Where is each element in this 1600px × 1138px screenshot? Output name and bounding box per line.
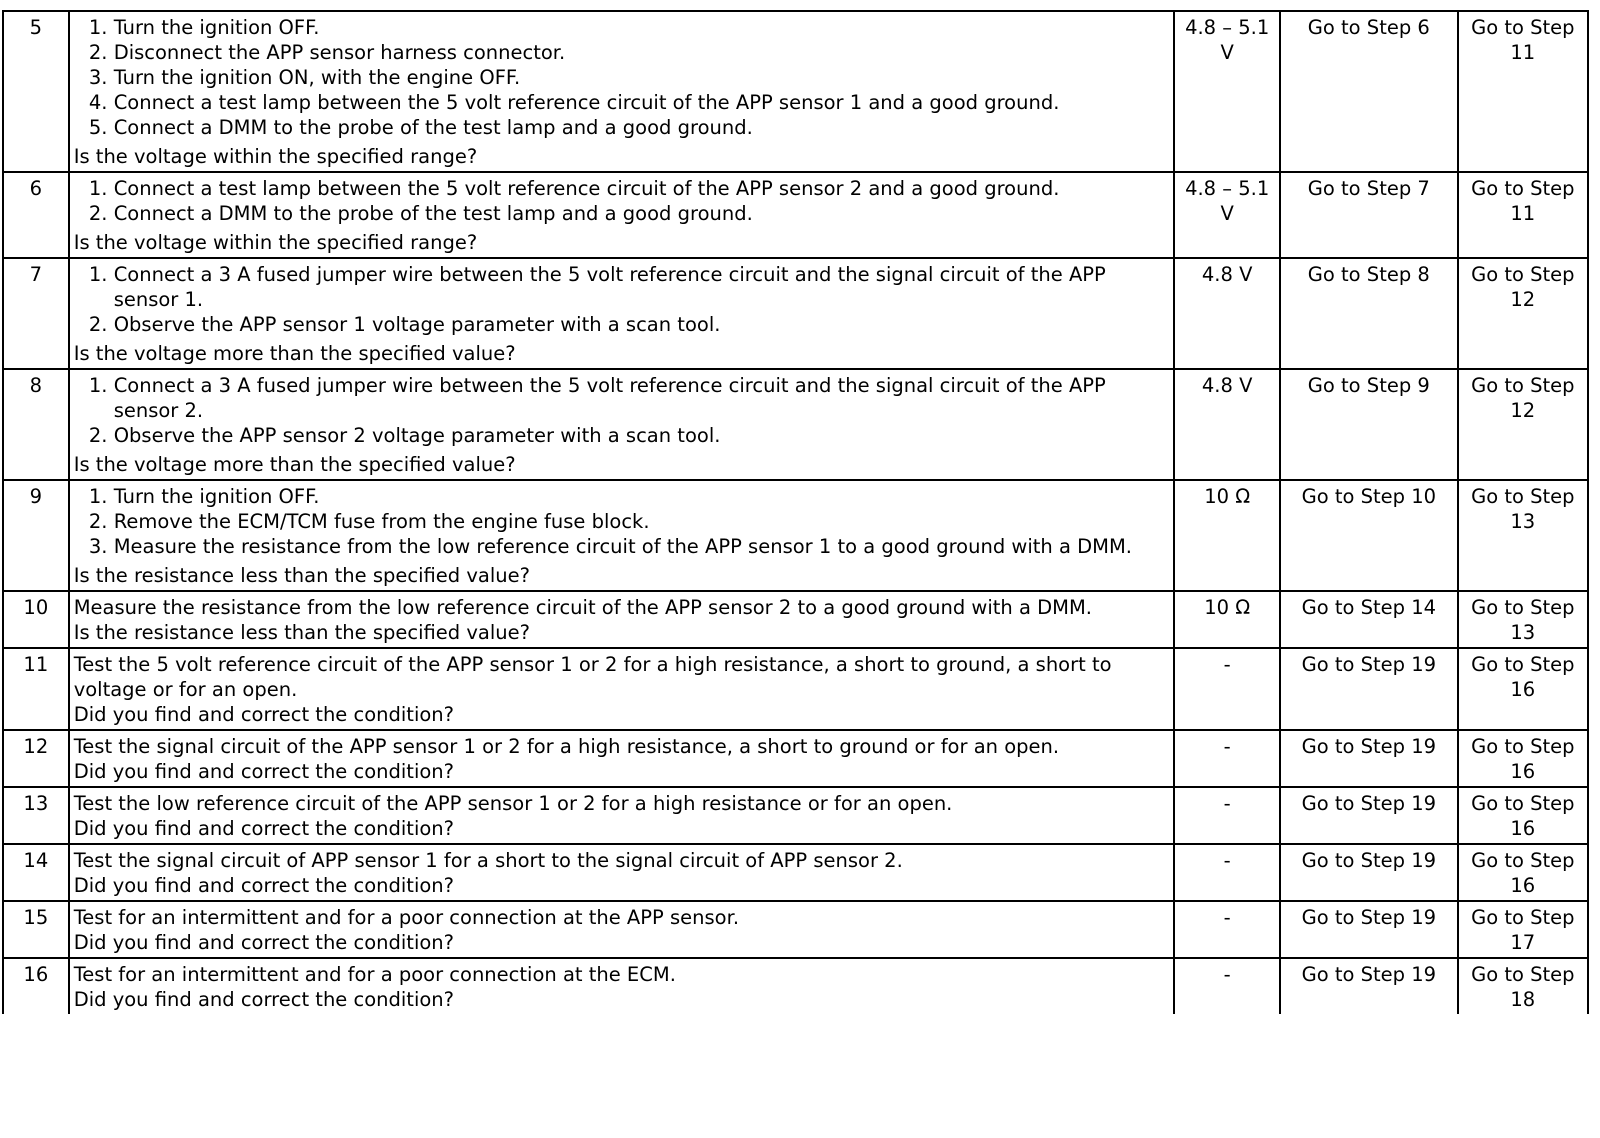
yes-action: Go to Step 9 — [1280, 369, 1458, 480]
step-question: Did you find and correct the condition? — [73, 988, 455, 1011]
no-action: Go to Step 12 — [1458, 369, 1588, 480]
substep-item: 3. Measure the resistance from the low reference circuit of the APP sensor 1 to a good ground with a DMM. — [114, 534, 1170, 559]
step-action — [69, 648, 1175, 730]
diagnostic-document — [2, 10, 1589, 1014]
step-instruction: Test for an intermittent and for a poor connection at the APP sensor. — [73, 906, 740, 929]
step-number: 9 — [3, 480, 69, 591]
substep-item: 1. Connect a 3 A fused jumper wire between the 5 volt reference circuit and the signal circuit of the APP sensor 2. — [114, 373, 1170, 423]
step-question: Did you find and correct the condition? — [73, 760, 455, 783]
table-row — [3, 844, 1588, 901]
spec-value: - — [1174, 958, 1280, 1014]
spec-value: - — [1174, 648, 1280, 730]
substep-list — [74, 373, 1170, 448]
step-question: Is the voltage more than the specified value? — [73, 342, 516, 365]
spec-value: - — [1174, 787, 1280, 844]
table-row — [3, 958, 1588, 1014]
step-question: Did you find and correct the condition? — [73, 931, 455, 954]
substep-item: 2. Observe the APP sensor 2 voltage parameter with a scan tool. — [114, 423, 1170, 448]
diagnostic-steps-table — [2, 10, 1589, 1014]
step-number: 6 — [3, 172, 69, 258]
yes-action: Go to Step 7 — [1280, 172, 1458, 258]
no-action: Go to Step 12 — [1458, 258, 1588, 369]
no-action: Go to Step 13 — [1458, 480, 1588, 591]
step-action — [69, 11, 1175, 172]
step-number: 5 — [3, 11, 69, 172]
table-row — [3, 480, 1588, 591]
step-question: Did you find and correct the condition? — [73, 817, 455, 840]
substep-item: 1. Turn the ignition OFF. — [114, 484, 1170, 509]
spec-value: - — [1174, 730, 1280, 787]
step-action — [69, 172, 1175, 258]
yes-action: Go to Step 19 — [1280, 958, 1458, 1014]
no-action: Go to Step 11 — [1458, 11, 1588, 172]
step-action — [69, 958, 1175, 1014]
step-number: 10 — [3, 591, 69, 648]
step-instruction: Test the signal circuit of the APP sensor 1 or 2 for a high resistance, a short to ground or for an open. — [73, 735, 1060, 758]
spec-value: 4.8 V — [1174, 369, 1280, 480]
step-number: 16 — [3, 958, 69, 1014]
step-instruction: Measure the resistance from the low reference circuit of the APP sensor 2 to a good ground with a DMM. — [73, 596, 1092, 619]
substep-item: 1. Connect a test lamp between the 5 volt reference circuit of the APP sensor 2 and a good ground. — [114, 176, 1170, 201]
spec-value: - — [1174, 844, 1280, 901]
step-action — [69, 730, 1175, 787]
step-number: 12 — [3, 730, 69, 787]
no-action: Go to Step 11 — [1458, 172, 1588, 258]
table-row — [3, 787, 1588, 844]
no-action: Go to Step 16 — [1458, 648, 1588, 730]
step-number: 15 — [3, 901, 69, 958]
step-instruction: Test the 5 volt reference circuit of the APP sensor 1 or 2 for a high resistance, a short to ground, a short to voltage or for an open. — [73, 653, 1112, 701]
no-action: Go to Step 16 — [1458, 844, 1588, 901]
substep-list — [74, 176, 1170, 226]
spec-value: 4.8 – 5.1 V — [1174, 172, 1280, 258]
yes-action: Go to Step 19 — [1280, 648, 1458, 730]
substep-item: 2. Remove the ECM/TCM fuse from the engine fuse block. — [114, 509, 1170, 534]
table-row — [3, 11, 1588, 172]
table-row — [3, 591, 1588, 648]
step-action — [69, 480, 1175, 591]
substep-item: 2. Connect a DMM to the probe of the test lamp and a good ground. — [114, 201, 1170, 226]
step-instruction: Test the signal circuit of APP sensor 1 for a short to the signal circuit of APP sensor 2. — [73, 849, 903, 872]
spec-value: 4.8 – 5.1 V — [1174, 11, 1280, 172]
yes-action: Go to Step 19 — [1280, 844, 1458, 901]
substep-item: 3. Turn the ignition ON, with the engine OFF. — [114, 65, 1170, 90]
table-row — [3, 258, 1588, 369]
table-row — [3, 369, 1588, 480]
yes-action: Go to Step 10 — [1280, 480, 1458, 591]
no-action: Go to Step 16 — [1458, 730, 1588, 787]
step-number: 11 — [3, 648, 69, 730]
step-number: 13 — [3, 787, 69, 844]
step-action — [69, 591, 1175, 648]
step-number: 8 — [3, 369, 69, 480]
step-question: Is the voltage more than the specified value? — [73, 453, 516, 476]
step-action — [69, 844, 1175, 901]
step-question: Did you find and correct the condition? — [73, 703, 455, 726]
step-question: Is the resistance less than the specified value? — [73, 621, 530, 644]
substep-list — [74, 484, 1170, 559]
substep-item: 5. Connect a DMM to the probe of the test lamp and a good ground. — [114, 115, 1170, 140]
table-row — [3, 901, 1588, 958]
yes-action: Go to Step 8 — [1280, 258, 1458, 369]
substep-list — [74, 15, 1170, 140]
step-question: Is the voltage within the specified range? — [73, 231, 478, 254]
substep-item: 2. Disconnect the APP sensor harness connector. — [114, 40, 1170, 65]
substep-item: 4. Connect a test lamp between the 5 volt reference circuit of the APP sensor 1 and a good ground. — [114, 90, 1170, 115]
table-row — [3, 730, 1588, 787]
yes-action: Go to Step 19 — [1280, 787, 1458, 844]
yes-action: Go to Step 6 — [1280, 11, 1458, 172]
no-action: Go to Step 16 — [1458, 787, 1588, 844]
step-question: Is the resistance less than the specified value? — [73, 564, 530, 587]
no-action: Go to Step 17 — [1458, 901, 1588, 958]
spec-value: 10 Ω — [1174, 591, 1280, 648]
spec-value: 10 Ω — [1174, 480, 1280, 591]
step-instruction: Test for an intermittent and for a poor connection at the ECM. — [73, 963, 676, 986]
table-row — [3, 172, 1588, 258]
step-action — [69, 369, 1175, 480]
steps-table-body — [3, 11, 1588, 1014]
table-row — [3, 648, 1588, 730]
substep-list — [74, 262, 1170, 337]
step-question: Is the voltage within the specified range? — [73, 145, 478, 168]
substep-item: 1. Turn the ignition OFF. — [114, 15, 1170, 40]
step-action — [69, 787, 1175, 844]
no-action: Go to Step 13 — [1458, 591, 1588, 648]
step-action — [69, 258, 1175, 369]
substep-item: 1. Connect a 3 A fused jumper wire between the 5 volt reference circuit and the signal circuit of the APP sensor 1. — [114, 262, 1170, 312]
spec-value: 4.8 V — [1174, 258, 1280, 369]
yes-action: Go to Step 19 — [1280, 730, 1458, 787]
step-number: 14 — [3, 844, 69, 901]
spec-value: - — [1174, 901, 1280, 958]
step-action — [69, 901, 1175, 958]
step-number: 7 — [3, 258, 69, 369]
yes-action: Go to Step 19 — [1280, 901, 1458, 958]
step-question: Did you find and correct the condition? — [73, 874, 455, 897]
no-action: Go to Step 18 — [1458, 958, 1588, 1014]
step-instruction: Test the low reference circuit of the APP sensor 1 or 2 for a high resistance or for an open. — [73, 792, 953, 815]
yes-action: Go to Step 14 — [1280, 591, 1458, 648]
substep-item: 2. Observe the APP sensor 1 voltage parameter with a scan tool. — [114, 312, 1170, 337]
